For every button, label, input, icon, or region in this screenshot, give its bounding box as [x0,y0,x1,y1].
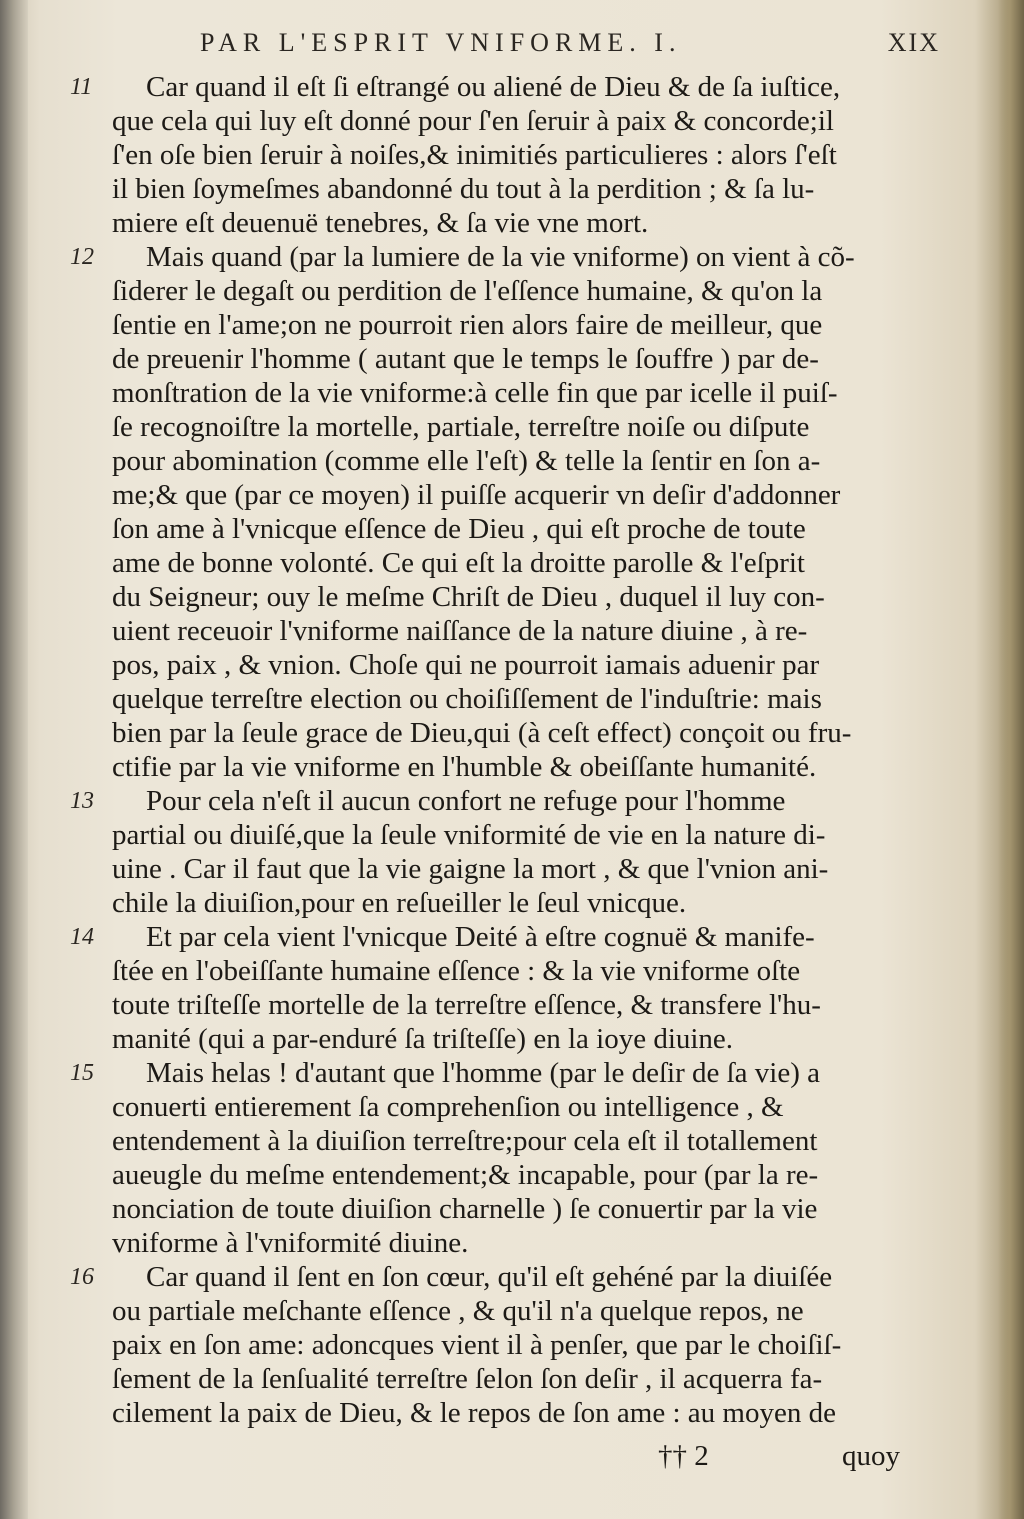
text-line: ſiderer le degaſt ou perdition de l'eſſence humaine, & qu'on la [112,275,823,307]
text-line: du Seigneur; ouy le meſme Chriſt de Dieu , duquel il luy con- [112,581,825,613]
text-line: ſement de la ſenſualité terreſtre ſelon ſon deſir , il acquerra fa- [112,1363,823,1395]
text-line: ſe recognoiſtre la mortelle, partiale, terreſtre noiſe ou diſpute [112,411,810,443]
text-line: de preuenir l'homme ( autant que le temps le ſouffre ) par de- [112,343,819,375]
catchword: quoy [842,1440,900,1472]
text-line: bien par la ſeule grace de Dieu,qui (à ceſt effect) conçoit ou fru- [112,717,852,749]
right-page-edge [998,0,1024,1519]
paragraph-number: 13 [70,788,94,814]
text-line: ame de bonne volonté. Ce qui eſt la droitte parolle & l'eſprit [112,547,805,579]
text-line: partial ou diuiſé,que la ſeule vniformité de vie en la nature di- [112,819,826,851]
text-line: pour abomination (comme elle l'eſt) & telle la ſentir en ſon a- [112,445,821,477]
text-line: uient receuoir l'vniforme naiſſance de la nature diuine , à re- [112,615,808,647]
text-line: quelque terreſtre election ou choiſiſſement de l'induſtrie: mais [112,683,822,715]
text-line: il bien ſoymeſmes abandonné du tout à la perdition ; & ſa lu- [112,173,815,205]
text-line: Car quand il ſent en ſon cœur, qu'il eſt gehéné par la diuiſée [146,1261,833,1293]
text-line: vniforme à l'vniformité diuine. [112,1227,469,1259]
paragraph-number: 14 [70,924,94,950]
text-line: Et par cela vient l'vnicque Deité à eſtre cognuë & manife- [146,921,815,953]
text-line: Mais quand (par la lumiere de la vie vniforme) on vient à cõ- [146,241,855,273]
text-line: monſtration de la vie vniforme:à celle fin que par icelle il puiſ- [112,377,838,409]
text-line: entendement à la diuiſion terreſtre;pour cela eſt il totallement [112,1125,818,1157]
text-line: aueugle du meſme entendement;& incapable, pour (par la re- [112,1159,819,1191]
text-line: me;& que (par ce moyen) il puiſſe acquerir vn deſir d'addonner [112,479,841,511]
text-line: ſ'en oſe bien ſeruir à noiſes,& inimitiés particulieres : alors ſ'eſt [112,139,837,171]
text-line: chile la diuiſion,pour en reſueiller le ſeul vnicque. [112,887,687,919]
text-line: ſentie en l'ame;on ne pourroit rien alors faire de meilleur, que [112,309,823,341]
text-line: paix en ſon ame: adoncques vient il à penſer, que par le choiſiſ- [112,1329,842,1361]
page-header [200,28,940,62]
text-line: miere eſt deuenuë tenebres, & ſa vie vne mort. [112,207,649,239]
text-line: ctifie par la vie vniforme en l'humble & obeiſſante humanité. [112,751,817,783]
text-line: Pour cela n'eſt il aucun confort ne refuge pour l'homme [146,785,786,817]
text-line: ou partiale meſchante eſſence , & qu'il n'a quelque repos, ne [112,1295,804,1327]
text-line: cilement la paix de Dieu, & le repos de ſon ame : au moyen de [112,1397,836,1429]
text-line: toute triſteſſe mortelle de la terreſtre eſſence, & transfere l'hu- [112,989,821,1021]
folio-number: XIX [887,28,940,57]
paragraph-number: 12 [70,244,94,270]
paragraph-number: 15 [70,1060,94,1086]
paragraph-number: 11 [70,74,93,100]
text-line: Car quand il eſt ſi eſtrangé ou aliené de Dieu & de ſa iuſtice, [146,71,841,103]
paragraph-number: 16 [70,1264,94,1290]
text-line: conuerti entierement ſa comprehenſion ou intelligence , & [112,1091,784,1123]
text-line: ſon ame à l'vnicque eſſence de Dieu , qui eſt proche de toute [112,513,806,545]
text-line: ſtée en l'obeiſſante humaine eſſence : & la vie vniforme oſte [112,955,801,987]
text-line: uine . Car il faut que la vie gaigne la mort , & que l'vnion ani- [112,853,829,885]
text-line: manité (qui a par-enduré ſa triſteſſe) en la ioye diuine. [112,1023,734,1055]
text-line: que cela qui luy eſt donné pour ſ'en ſeruir à paix & concorde;il [112,105,834,137]
text-line: pos, paix , & vnion. Choſe qui ne pourroit iamais aduenir par [112,649,820,681]
running-title: PAR L'ESPRIT VNIFORME. I. [200,28,682,57]
text-line: nonciation de toute diuiſion charnelle ) ſe conuertir par la vie [112,1193,818,1225]
left-gutter-shadow [0,0,28,1519]
text-line: Mais helas ! d'autant que l'homme (par le deſir de ſa vie) a [146,1057,820,1089]
signature-mark: †† 2 [658,1440,709,1472]
